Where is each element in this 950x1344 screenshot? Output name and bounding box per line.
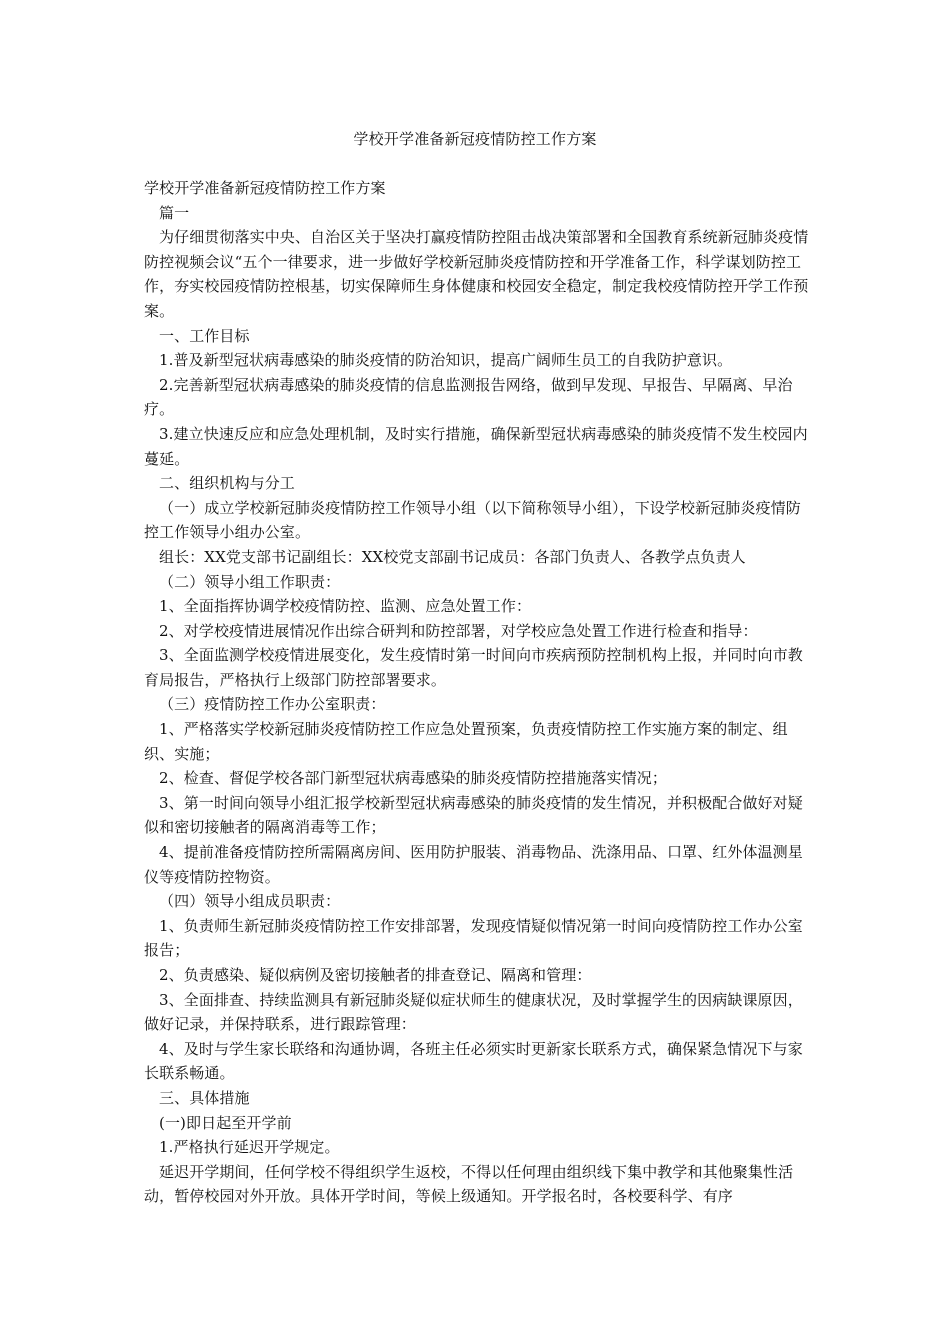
paragraph: (一)即日起至开学前 <box>159 1113 292 1132</box>
paragraph: 2、检查、督促学校各部门新型冠状病毒感染的肺炎疫情防控措施落实情况； <box>159 769 667 788</box>
paragraph: 3、全面监测学校疫情进展变化，发生疫情时第一时间向市疾病预防控制机构上报，并同时向市教育局报告，严格执行上级部门防控部署要求。 <box>144 646 803 689</box>
paragraph: 4、提前准备疫情防控所需隔离房间、医用防护服装、消毒物品、洗涤用品、口罩、红外体温测星仪等疫情防控物资。 <box>144 843 803 886</box>
paragraph: 一、工作目标 <box>159 326 250 345</box>
paragraph: 3、第一时间向领导小组汇报学校新型冠状病毒感染的肺炎疫情的发生情况，并积极配合做好对疑似和密切接触者的隔离消毒等工作； <box>144 793 803 837</box>
paragraph: 2.完善新型冠状病毒感染的肺炎疫情的信息监测报告网络，做到早发现、早报告、早隔离、早治疗。 <box>144 375 793 419</box>
paragraph: （一）成立学校新冠肺炎疫情防控工作领导小组（以下简称领导小组），下设学校新冠肺炎疫情防控工作领导小组办公室。 <box>144 498 801 542</box>
document-title: 学校开学准备新冠疫情防控工作方案 <box>353 130 597 148</box>
paragraph: 二、组织机构与分工 <box>159 474 295 493</box>
document-body <box>144 176 809 1209</box>
paragraph: 三、具体措施 <box>159 1088 250 1107</box>
paragraph: （三）疫情防控工作办公室职责： <box>159 695 386 714</box>
paragraph: 1.严格执行延迟开学规定。 <box>159 1138 340 1157</box>
paragraph: 2、对学校疫情进展情况作出综合研判和防控部署，对学校应急处置工作进行检查和指导： <box>159 621 758 640</box>
paragraph: 1.普及新型冠状病毒感染的肺炎疫情的防治知识，提高广阔师生员工的自我防护意识。 <box>159 351 733 370</box>
paragraph: 1、负责师生新冠肺炎疫情防控工作安排部署，发现疫情疑似情况第一时间向疫情防控工作办公室报告； <box>144 916 803 960</box>
paragraph: （二）领导小组工作职责： <box>159 572 341 591</box>
paragraph: 组长：XX党支部书记副组长：XX校党支部副书记成员：各部门负责人、各教学点负责人 <box>159 547 746 566</box>
paragraph: 学校开学准备新冠疫情防控工作方案 <box>144 179 386 197</box>
paragraph: 为仔细贯彻落实中央、自治区关于坚决打赢疫情防控阻击战决策部署和全国教育系统新冠肺炎疫情防控视频会议“五个一律要求，进一步做好学校新冠肺炎疫情防控和开学准备工作，科学谋划防控工作，夯实校园疫情防控根基，切实保障师生身体健康和校园安全稳定，制定我校疫情防控开学工作预案。 <box>144 228 809 320</box>
paragraph: 篇一 <box>159 203 190 222</box>
paragraph: 3、全面排查、持续监测具有新冠肺炎疑似症状师生的健康状况，及时掌握学生的因病缺课原因，做好记录，并保持联系，进行跟踪管理： <box>144 990 803 1034</box>
paragraph: 1、严格落实学校新冠肺炎疫情防控工作应急处置预案，负责疫情防控工作实施方案的制定、组织、实施； <box>144 720 788 763</box>
paragraph: 1、全面指挥协调学校疫情防控、监测、应急处置工作： <box>159 597 532 616</box>
paragraph: 3.建立快速反应和应急处理机制，及时实行措施，确保新型冠状病毒感染的肺炎疫情不发生校园内蔓延。 <box>144 424 808 468</box>
paragraph: 延迟开学期间，任何学校不得组织学生返校，不得以任何理由组织线下集中教学和其他聚集性活动，暂停校园对外开放。具体开学时间，等候上级通知。开学报名时，各校要科学、有序 <box>144 1162 794 1206</box>
paragraph: 4、及时与学生家长联络和沟通协调，各班主任必须实时更新家长联系方式，确保紧急情况下与家长联系畅通。 <box>144 1039 803 1083</box>
paragraph: 2、负责感染、疑似病例及密切接触者的排查登记、隔离和管理： <box>159 966 592 984</box>
paragraph: （四）领导小组成员职责： <box>159 892 341 911</box>
